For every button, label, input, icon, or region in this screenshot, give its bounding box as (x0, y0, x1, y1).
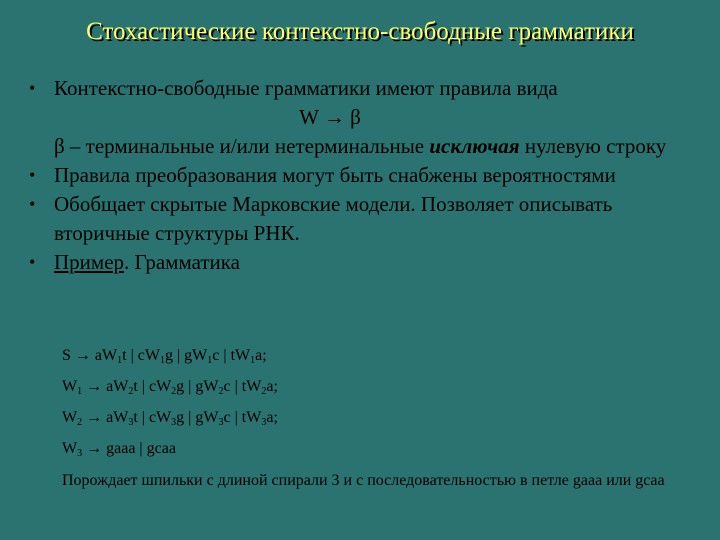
bullet-marker: • (29, 165, 36, 185)
bullet-text: Обобщает скрытые Марковские модели. Позволяет описывать вторичные структуры РНК. (54, 192, 613, 245)
bullet-item (26, 248, 696, 277)
grammar-rule: $W_2 \to aW_3t$ | $cW_3g$ | $gW_3c$ | $tW_3a$; (62, 409, 278, 428)
beta-description: β – терминальные и/или нетерминальные исключая нулевую строку (54, 134, 667, 158)
bullet-marker: • (29, 78, 36, 98)
bullet-text: Правила преобразования могут быть снабжены вероятностями (54, 163, 616, 187)
rule-formula: W → β (299, 105, 361, 129)
grammar-rule: $W_3$ → gaaa | gcaa (62, 440, 176, 459)
grammar-rules (62, 343, 702, 492)
bullet-item (26, 74, 696, 161)
example-link[interactable]: Пример (54, 250, 125, 274)
bullet-marker: • (29, 252, 36, 272)
bullet-marker: • (29, 194, 36, 214)
bullet-item (26, 190, 696, 248)
grammar-rule: $W_1 \to aW_2t$ | $cW_2g$ | $gW_2c$ | $tW_2a$; (62, 378, 278, 397)
slide-title: Стохастические контекстно-свободные грамматики (86, 18, 634, 45)
bullet-list (26, 74, 696, 277)
grammar-rule: $S \to aW_1t$ | $cW_1g$ | $gW_1c$ | $tW_1a$; (62, 347, 267, 366)
bullet-text: Пример. Грамматика (54, 250, 240, 274)
bullet-text: Контекстно-свободные грамматики имеют правила вида (54, 76, 558, 100)
grammar-note: Порождает шпильки с длиной спирали 3 и с последовательностью в петле gaaa или gcaa (62, 472, 665, 489)
bullet-item (26, 161, 696, 190)
emphasis-text: исключая (429, 134, 520, 158)
